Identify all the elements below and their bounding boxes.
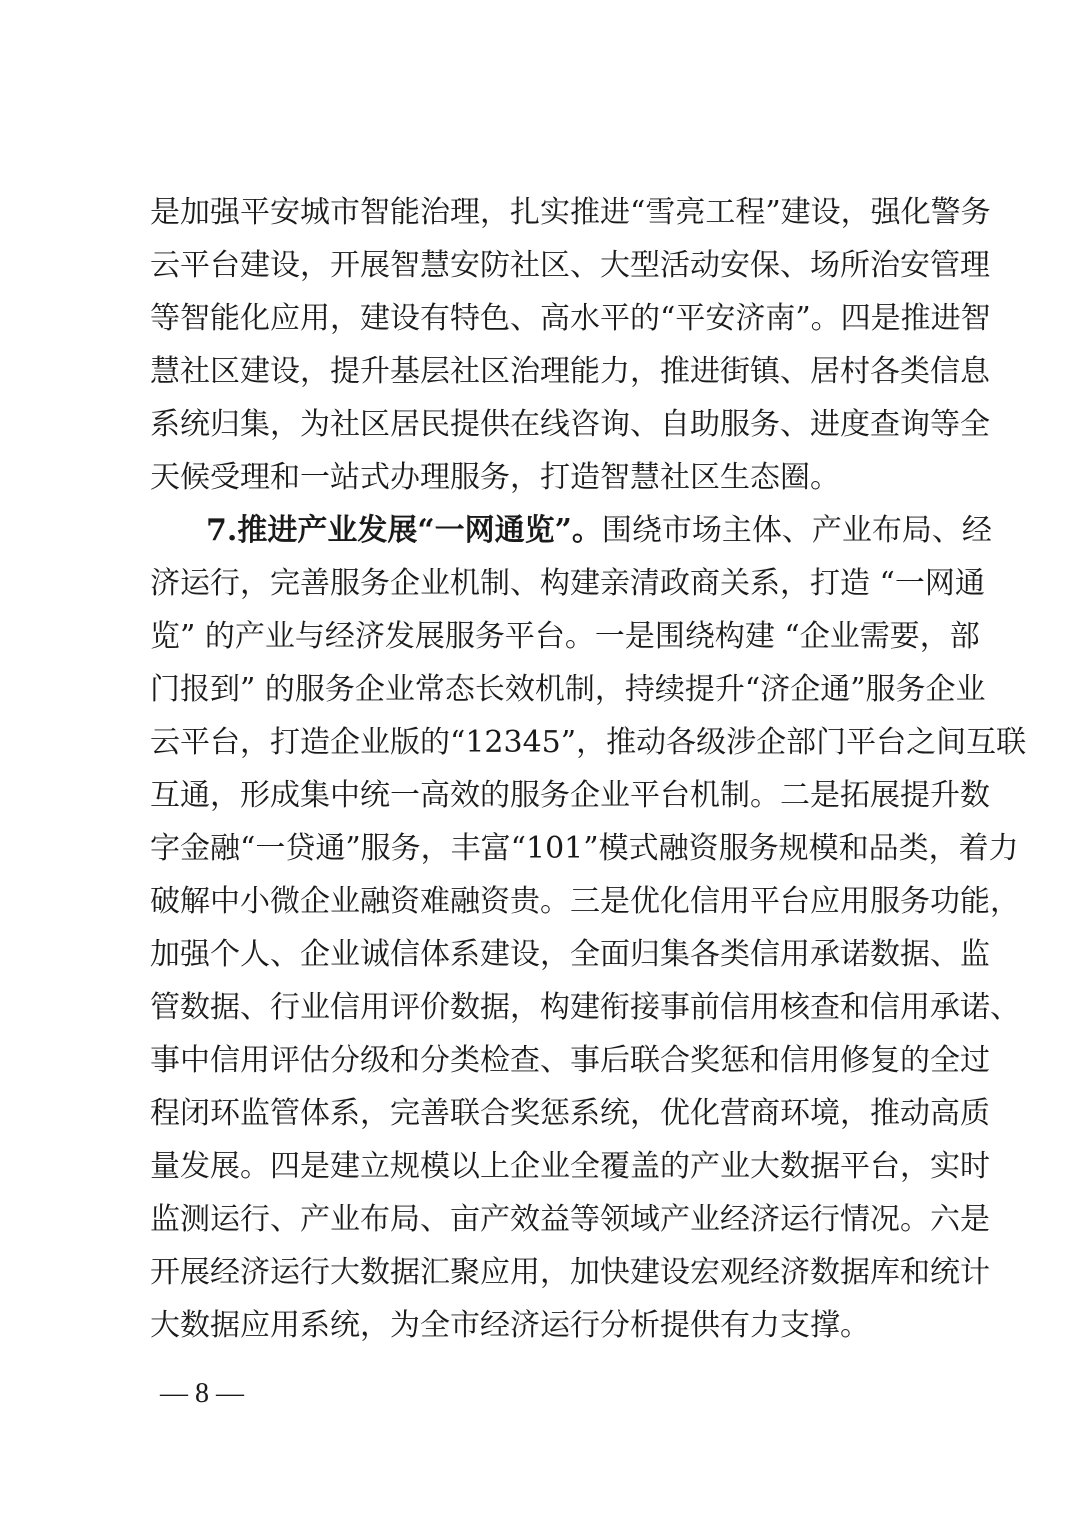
paragraph-line: 开展经济运行大数据汇聚应用，加快建设宏观经济数据库和统计 xyxy=(150,1255,990,1290)
paragraph-line: 天候受理和一站式办理服务，打造智慧社区生态圈。 xyxy=(150,460,840,495)
paragraph-line: 程闭环监管体系，完善联合奖惩系统，优化营商环境，推动高质 xyxy=(150,1096,990,1131)
paragraph-line: 量发展。四是建立规模以上企业全覆盖的产业大数据平台，实时 xyxy=(150,1149,990,1184)
paragraph-line: 是加强平安城市智能治理，扎实推进“雪亮工程”建设，强化警务 xyxy=(150,195,991,230)
heading-line-text: 围绕市场主体、产业布局、经 xyxy=(601,513,992,548)
page-number: — 8 — xyxy=(160,1378,244,1409)
paragraph-line: 管数据、行业信用评价数据，构建衔接事前信用核查和信用承诺、 xyxy=(150,990,1020,1025)
paragraph-line: 监测运行、产业布局、亩产效益等领域产业经济运行情况。六是 xyxy=(150,1202,990,1237)
paragraph-line: 加强个人、企业诚信体系建设，全面归集各类信用承诺数据、监 xyxy=(150,937,990,972)
paragraph-line: 破解中小微企业融资难融资贵。三是优化信用平台应用服务功能， xyxy=(150,884,1020,919)
paragraph-line: 门报到” 的服务企业常态长效机制，持续提升“济企通”服务企业 xyxy=(150,672,986,707)
paragraph-line: 大数据应用系统，为全市经济运行分析提供有力支撑。 xyxy=(150,1308,870,1343)
paragraph-line: 事中信用评估分级和分类检查、事后联合奖惩和信用修复的全过 xyxy=(150,1043,990,1078)
paragraph-line: 济运行，完善服务企业机制、构建亲清政商关系，打造 “一网通 xyxy=(150,566,985,601)
paragraph-line: 云平台建设，开展智慧安防社区、大型活动安保、场所治安管理 xyxy=(150,248,990,283)
paragraph-line: 字金融“一贷通”服务，丰富“101”模式融资服务规模和品类，着力 xyxy=(150,831,1019,866)
paragraph-line: 慧社区建设，提升基层社区治理能力，推进街镇、居村各类信息 xyxy=(150,354,990,389)
section-heading: 7.推进产业发展“一网通览”。 xyxy=(206,513,602,548)
section-heading-line xyxy=(206,511,992,551)
paragraph-line: 云平台，打造企业版的“12345”，推动各级涉企部门平台之间互联 xyxy=(150,725,1027,760)
paragraph-line: 等智能化应用，建设有特色、高水平的“平安济南”。四是推进智 xyxy=(150,301,991,336)
paragraph-line: 互通，形成集中统一高效的服务企业平台机制。二是拓展提升数 xyxy=(150,778,990,813)
paragraph-line: 系统归集，为社区居民提供在线咨询、自助服务、进度查询等全 xyxy=(150,407,990,442)
paragraph-line: 览” 的产业与经济发展服务平台。一是围绕构建 “企业需要，部 xyxy=(150,619,980,654)
